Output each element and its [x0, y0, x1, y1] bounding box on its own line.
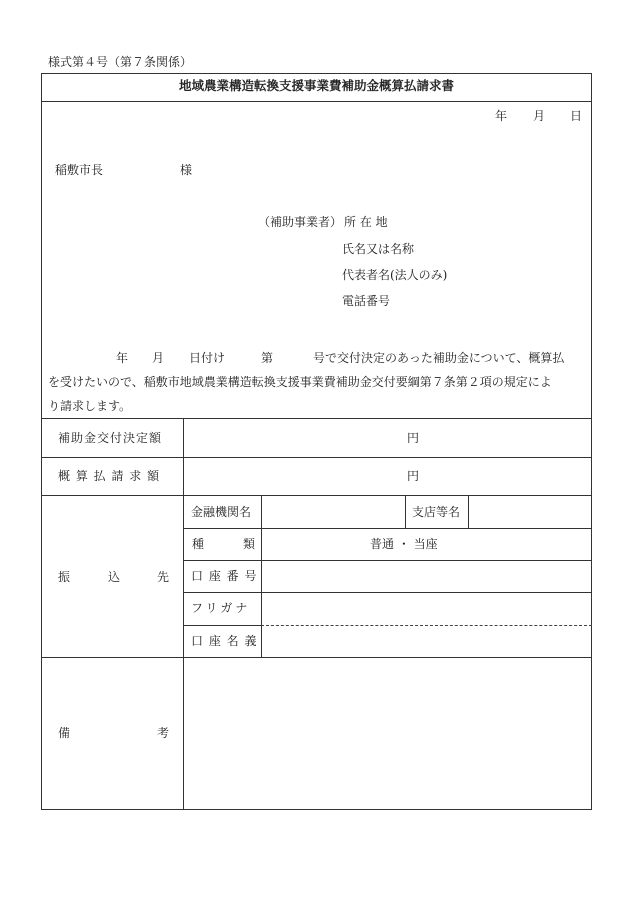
advance-amount-field[interactable]	[190, 463, 390, 489]
account-holder-field[interactable]	[265, 629, 587, 653]
body-line3: り請求します。	[48, 399, 132, 413]
column-divider	[468, 495, 469, 528]
body-line1: 号で交付決定のあった補助金について、概算払	[313, 351, 565, 365]
column-divider	[405, 495, 406, 528]
divider	[41, 101, 592, 102]
transfer-label-2: 込	[108, 570, 121, 584]
column-divider	[183, 418, 184, 810]
dashed-divider	[261, 625, 592, 626]
advance-amount-label: 概 算 払 請 求 額	[58, 469, 161, 483]
body-dated: 日付け	[189, 351, 226, 365]
applicant-name-label: 氏名又は名称	[342, 242, 415, 256]
body-no: 第	[261, 351, 274, 365]
divider	[183, 560, 592, 561]
remarks-field[interactable]	[190, 664, 586, 804]
advance-amount-unit: 円	[407, 469, 420, 483]
applicant-phone-label: 電話番号	[342, 294, 391, 308]
divider	[183, 592, 592, 593]
branch-name-field[interactable]	[472, 499, 588, 525]
account-type-options[interactable]: 普通 ・ 当座	[370, 537, 438, 551]
branch-name-label: 支店等名	[412, 505, 461, 519]
remarks-label-1: 備	[58, 726, 71, 740]
applicant-role: （補助事業者）	[258, 215, 343, 229]
grant-decided-label: 補助金交付決定額	[58, 431, 163, 445]
applicant-address-label: 所 在 地	[344, 215, 388, 229]
furigana-label: フリガナ	[191, 601, 251, 615]
account-type-label-2: 類	[243, 537, 256, 551]
divider	[41, 457, 592, 458]
divider	[183, 528, 592, 529]
body-year: 年	[116, 351, 129, 365]
column-divider	[261, 495, 262, 657]
date-year-label: 年	[495, 109, 508, 123]
body-line2: を受けたいので、稲敷市地域農業構造転換支援事業費補助金交付要綱第７条第２項の規定によ	[48, 375, 552, 389]
furigana-field[interactable]	[265, 596, 587, 620]
account-number-field[interactable]	[265, 564, 587, 588]
divider	[41, 657, 592, 658]
account-type-label-1: 種	[192, 537, 205, 551]
transfer-label-3: 先	[157, 570, 170, 584]
remarks-label-2: 考	[157, 726, 170, 740]
form-number: 様式第４号（第７条関係）	[48, 55, 193, 69]
date-month-label: 月	[533, 109, 546, 123]
bank-name-field[interactable]	[265, 499, 401, 525]
divider	[183, 625, 261, 626]
grant-decided-unit: 円	[407, 431, 420, 445]
transfer-label-1: 振	[58, 570, 71, 584]
account-holder-label: 口 座 名 義	[191, 634, 258, 648]
date-day-label: 日	[570, 109, 583, 123]
divider	[41, 418, 592, 419]
applicant-representative-label: 代表者名(法人のみ)	[342, 268, 448, 282]
divider	[41, 495, 592, 496]
bank-name-label: 金融機関名	[191, 505, 252, 519]
addressee-name: 稲敷市長	[55, 163, 104, 177]
body-month: 月	[152, 351, 165, 365]
grant-decided-amount-field[interactable]	[190, 425, 390, 451]
addressee-honorific: 様	[180, 163, 193, 177]
form-title: 地域農業構造転換支援事業費補助金概算払請求書	[178, 78, 454, 93]
account-number-label: 口 座 番 号	[191, 569, 258, 583]
